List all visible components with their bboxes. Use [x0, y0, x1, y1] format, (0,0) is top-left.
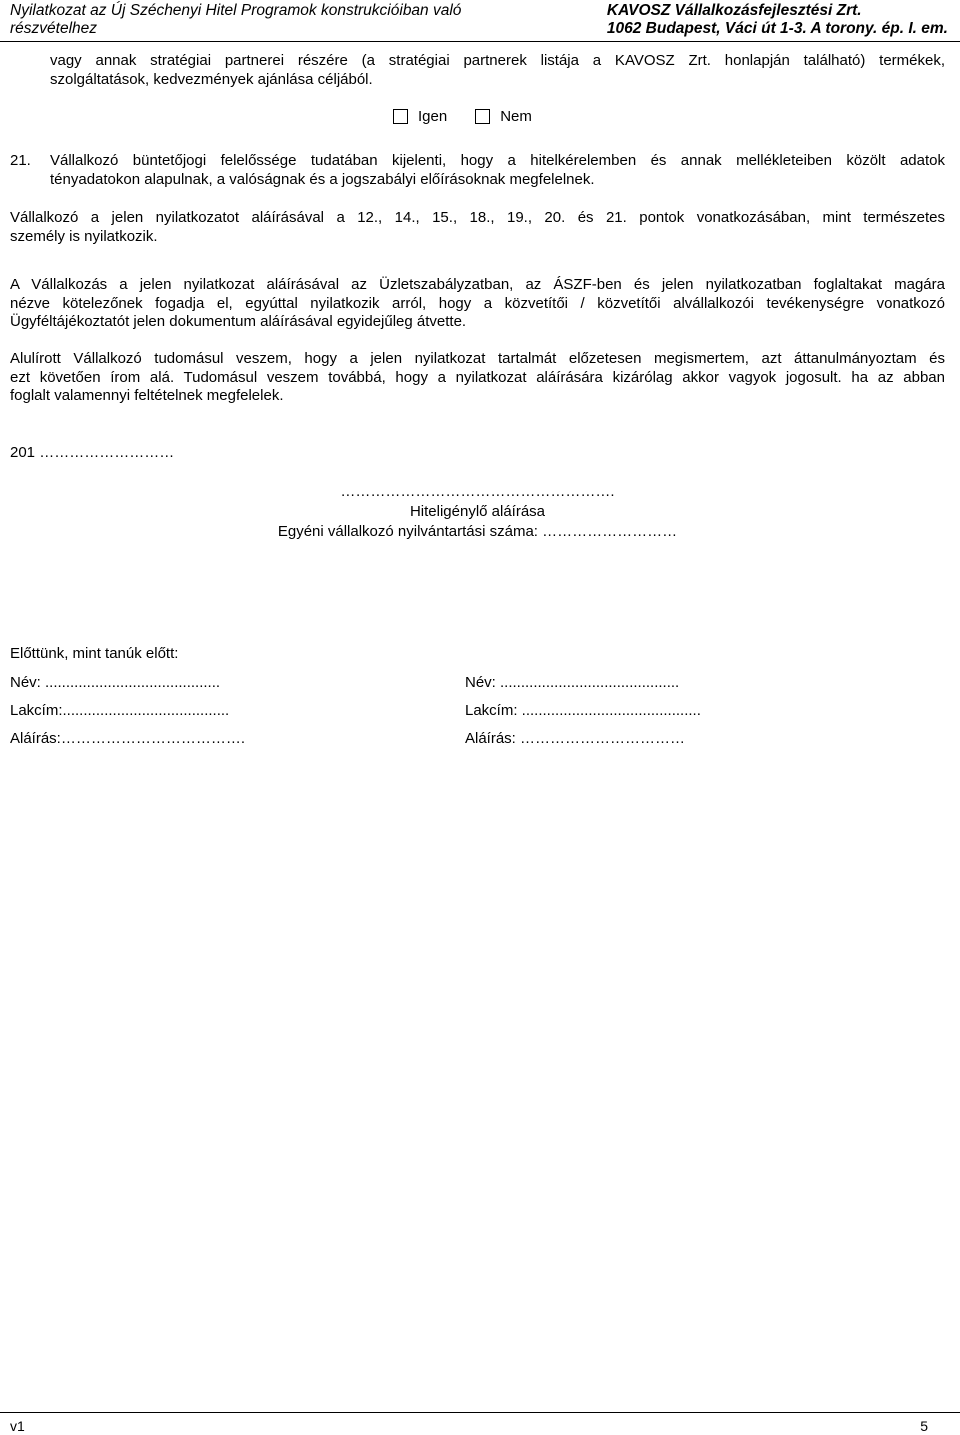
header-document-title — [10, 2, 461, 38]
item-21-line2: tényadatokon alapulnak, a valóságnak és a jogszabályi előírásoknak megfelelnek. — [50, 170, 595, 188]
header-company-address: 1062 Budapest, Váci út 1-3. A torony. ép. I. em. — [606, 20, 948, 37]
witness-left — [10, 673, 245, 749]
rules-line3: Ügyféltájékoztatót jelen dokumentum aláírásával egyidejűleg átvette. — [10, 313, 467, 330]
witness1-address-field[interactable]: Lakcím:........................................ — [10, 702, 230, 719]
natural-person-paragraph — [10, 209, 945, 246]
header-title-line1: Nyilatkozat az Új Széchenyi Hitel Programok konstrukcióiban való — [10, 2, 462, 19]
witness2-address-field[interactable]: Lakcím: ........................................... — [465, 702, 701, 719]
nem-checkbox[interactable] — [475, 109, 490, 124]
intro-line1: vagy annak stratégiai partnerei részére (a stratégiai partnerek listája a KAVOSZ Zrt. honlapján található) termékek, — [50, 52, 945, 69]
signed-line2: ezt követően írom alá. Tudomásul veszem továbbá, hogy a nyilatkozat aláírására kizárólag akkor vagyok jogosult. ha az abban — [10, 368, 945, 386]
signed-line3: foglalt valamennyi feltételnek megfelelek. — [10, 387, 284, 404]
rules-line2: nézve kötelezőnek fogadja el, egyúttal nyilatkozik arról, hogy a közvetítői / közvetítői alvállalkozói tevékenységre vonatkozó — [10, 294, 945, 312]
footer-divider — [0, 1412, 960, 1413]
page-header — [0, 0, 960, 42]
witness-right — [465, 673, 701, 749]
item-21-line1: Vállalkozó büntetőjogi felelőssége tudatában kijelenti, hogy a hitelkérelemben és annak mellékleteiben közölt adatok — [50, 152, 945, 169]
natural-person-line1: Vállalkozó a jelen nyilatkozatot aláírásával a 12., 14., 15., 18., 19., 20. és 21. pontok vonatkozásában, mint természetes — [10, 209, 945, 226]
registry-number-field[interactable]: Egyéni vállalkozó nyilvántartási száma: ……………………… — [277, 523, 678, 540]
signed-line1: Alulírott Vállalkozó tudomásul veszem, hogy a jelen nyilatkozat tartalmát előzetesen megismertem, azt áttanulmányoztam és — [10, 350, 945, 367]
witness2-signature-field[interactable]: Aláírás: …………………………… — [465, 730, 686, 747]
witness-title: Előttünk, mint tanúk előtt: — [10, 645, 179, 662]
header-divider — [0, 41, 960, 42]
nem-label: Nem — [500, 108, 532, 125]
igen-checkbox[interactable] — [393, 109, 408, 124]
item-21 — [10, 152, 945, 189]
header-company-name: KAVOSZ Vállalkozásfejlesztési Zrt. — [606, 2, 862, 19]
page-number: 5 — [920, 1418, 928, 1434]
version-label: v1 — [10, 1418, 25, 1434]
intro-paragraph — [50, 52, 945, 89]
rules-line1: A Vállalkozás a jelen nyilatkozat aláírásával az Üzletszabályzatban, az ÁSZF-ben és jelen nyilatkozatban foglaltakat magára — [10, 276, 945, 293]
natural-person-line2: személy is nyilatkozik. — [10, 227, 158, 245]
igen-label: Igen — [418, 108, 448, 125]
header-company — [607, 2, 948, 38]
signature-block — [0, 482, 800, 542]
signature-line[interactable]: ………………………………………………. — [340, 483, 615, 500]
signed-paragraph — [10, 350, 945, 406]
rules-paragraph — [10, 276, 945, 332]
signature-label: Hiteligénylő aláírása — [409, 503, 546, 520]
date-field[interactable]: 201 ……………………… — [10, 444, 175, 461]
witness2-name-field[interactable]: Név: ........................................... — [465, 674, 680, 691]
intro-line2: szolgáltatások, kedvezmények ajánlása céljából. — [50, 70, 373, 88]
consent-options — [393, 108, 532, 125]
header-title-line2: részvételhez — [10, 20, 98, 37]
witness1-signature-field[interactable]: Aláírás:………………………………. — [10, 730, 246, 747]
item-21-number: 21. — [10, 152, 31, 169]
witness1-name-field[interactable]: Név: .......................................... — [10, 674, 221, 691]
